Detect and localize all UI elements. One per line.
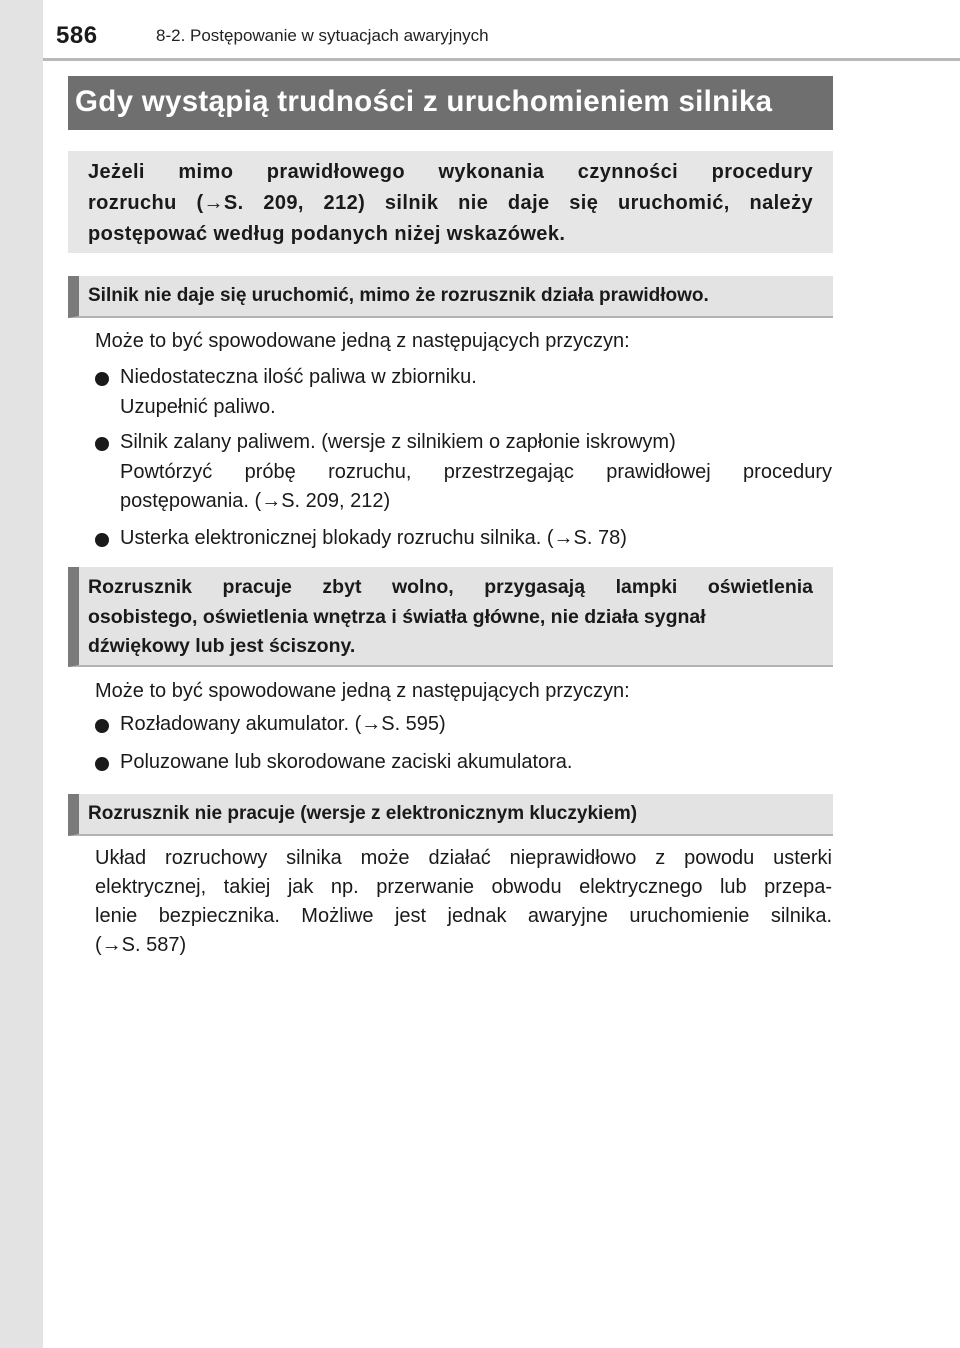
bullet-icon [95,372,109,386]
section-breadcrumb: 8-2. Postępowanie w sytuacjach awaryjnych [156,26,489,45]
section-heading-starter-ok [68,276,833,318]
section1-bullet-2-action-2: postępowania. (→S. 209, 212) [120,490,391,512]
header-divider [43,58,960,61]
section1-bullet-3: Usterka elektronicznej blokady rozruchu silnika. (→S. 78) [120,527,627,549]
bullet-icon [95,533,109,547]
section3-paragraph-line-2: elektrycznej, takiej jak np. przerwanie obwodu elektrycznego lub przepa- [95,876,832,898]
intro-box [68,151,833,253]
section2-bullet-1: Rozładowany akumulator. (→S. 595) [120,713,446,735]
section-heading-text: Rozrusznik nie pracuje (wersje z elektronicznym kluczykiem) [88,803,638,824]
page-header [0,0,960,62]
section1-bullet-1: Niedostateczna ilość paliwa w zbiorniku. [120,366,477,388]
intro-line-3: postępować według podanych niżej wskazówek. [88,223,566,245]
section1-lead: Może to być spowodowane jedną z następujących przyczyn: [95,330,630,352]
section3-paragraph-line-4: (→S. 587) [95,934,187,956]
section1-bullet-2: Silnik zalany paliwem. (wersje z silnikiem o zapłonie iskrowym) [120,431,676,453]
section-heading-line-3: dźwiękowy lub jest ściszony. [88,635,356,657]
section3-paragraph-line-3: lenie bezpiecznika. Możliwe jest jednak awaryjne uruchomienie silnika. [95,905,832,927]
section-heading-text: Silnik nie daje się uruchomić, mimo że rozrusznik działa prawidłowo. [88,285,709,306]
page-title-bar [68,76,833,130]
section1-bullet-1-action: Uzupełnić paliwo. [120,396,276,418]
section-heading-starter-dead [68,794,833,836]
page-title: Gdy wystąpią trudności z uruchomieniem silnika [75,85,773,118]
page-number: 586 [56,22,98,49]
section-heading-line-1: Rozrusznik pracuje zbyt wolno, przygasają lampki oświetlenia [88,576,813,598]
bullet-icon [95,437,109,451]
section2-lead: Może to być spowodowane jedną z następujących przyczyn: [95,680,630,702]
page-margin-bar [0,0,43,1348]
section3-paragraph-line-1: Układ rozruchowy silnika może działać nieprawidłowo z powodu usterki [95,847,832,869]
section2-bullet-2: Poluzowane lub skorodowane zaciski akumulatora. [120,751,573,773]
bullet-icon [95,757,109,771]
section-heading-starter-slow [68,567,833,667]
section-heading-line-2: osobistego, oświetlenia wnętrza i światła główne, nie działa sygnał [88,605,706,628]
intro-line-1: Jeżeli mimo prawidłowego wykonania czynności procedury [88,161,813,183]
section1-bullet-2-action-1: Powtórzyć próbę rozruchu, przestrzegając prawidłowej procedury [120,461,832,483]
intro-line-2: rozruchu (→S. 209, 212) silnik nie daje się uruchomić, należy [88,192,813,214]
bullet-icon [95,719,109,733]
